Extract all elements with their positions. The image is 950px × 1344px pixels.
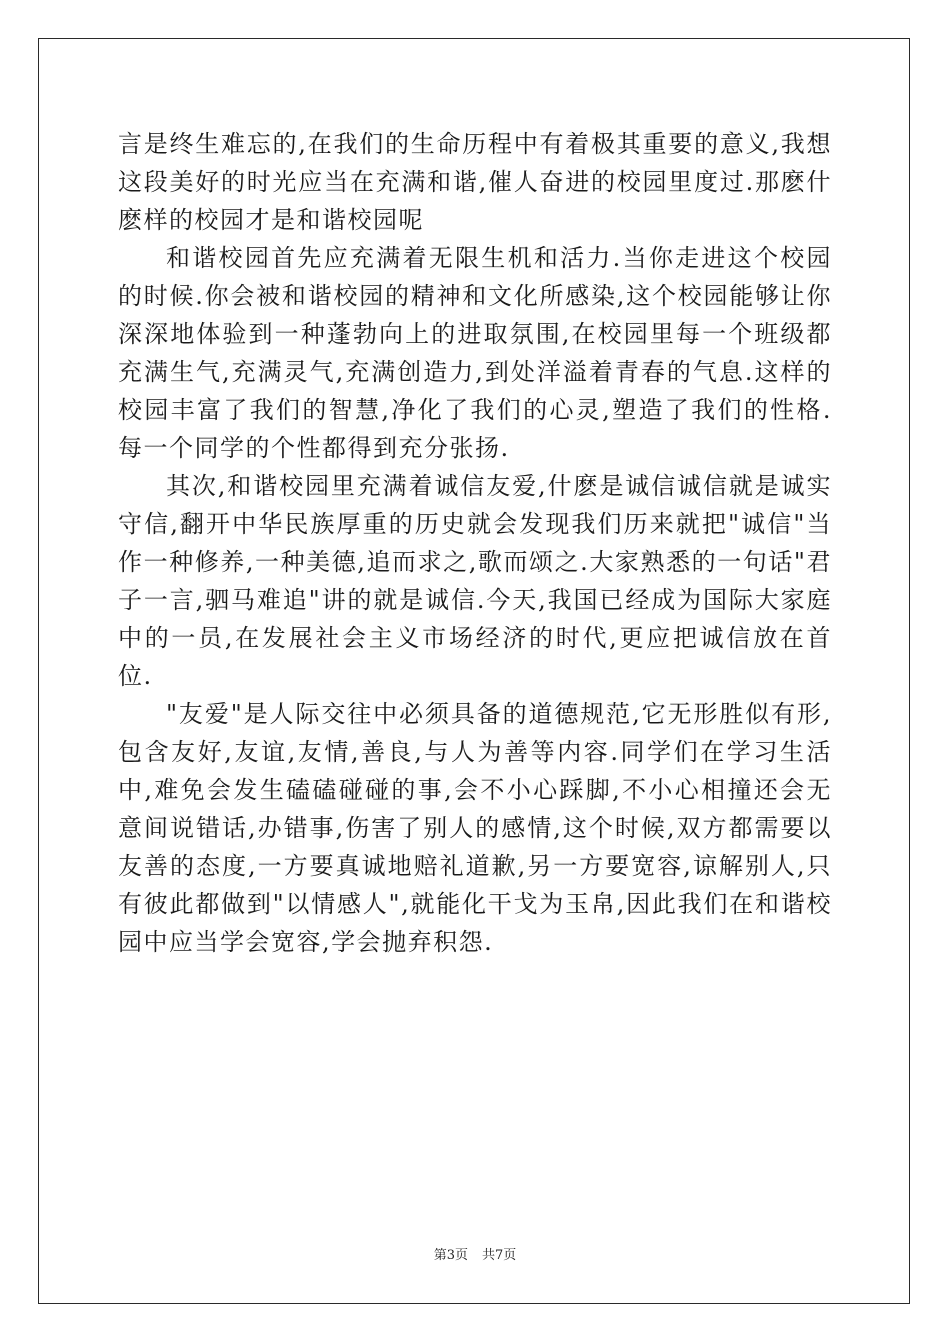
paragraph-2: 和谐校园首先应充满着无限生机和活力.当你走进这个校园的时候.你会被和谐校园的精神和文化所感染,这个校园能够让你深深地体验到一种蓬勃向上的进取氛围,在校园里每一个班级都充满生气,充满灵气,充满创造力,到处洋溢着青春的气息.这样的校园丰富了我们的智慧,净化了我们的心灵,塑造了我们的性格.每一个同学的个性都得到充分张扬. — [118, 244, 832, 462]
paragraph-4: "友爱"是人际交往中必须具备的道德规范,它无形胜似有形,包含友好,友谊,友情,善良,与人为善等内容.同学们在学习生活中,难免会发生磕磕碰碰的事,会不小心踩脚,不小心相撞还会无意间说错话,办错事,伤害了别人的感情,这个时候,双方都需要以友善的态度,一方要真诚地赔礼道歉,另一方要宽容,谅解别人,只有彼此都做到"以情感人",就能化干戈为玉帛,因此我们在和谐校园中应当学会宽容,学会抛弃积怨. — [118, 700, 832, 956]
paragraph-3: 其次,和谐校园里充满着诚信友爱,什麽是诚信诚信就是诚实守信,翻开中华民族厚重的历史就会发现我们历来就把"诚信"当作一种修养,一种美德,追而求之,歌而颂之.大家熟悉的一句话"君子一言,驷马难追"讲的就是诚信.今天,我国已经成为国际大家庭中的一员,在发展社会主义市场经济的时代,更应把诚信放在首位. — [118, 472, 832, 690]
page-number-current: 第3页 — [433, 1248, 468, 1263]
document-body — [118, 125, 832, 961]
page-number-total: 共7页 — [482, 1248, 517, 1263]
paragraph-1: 言是终生难忘的,在我们的生命历程中有着极其重要的意义,我想这段美好的时光应当在充满和谐,催人奋进的校园里度过.那麽什麽样的校园才是和谐校园呢 — [118, 130, 832, 234]
page-footer — [0, 1244, 950, 1263]
